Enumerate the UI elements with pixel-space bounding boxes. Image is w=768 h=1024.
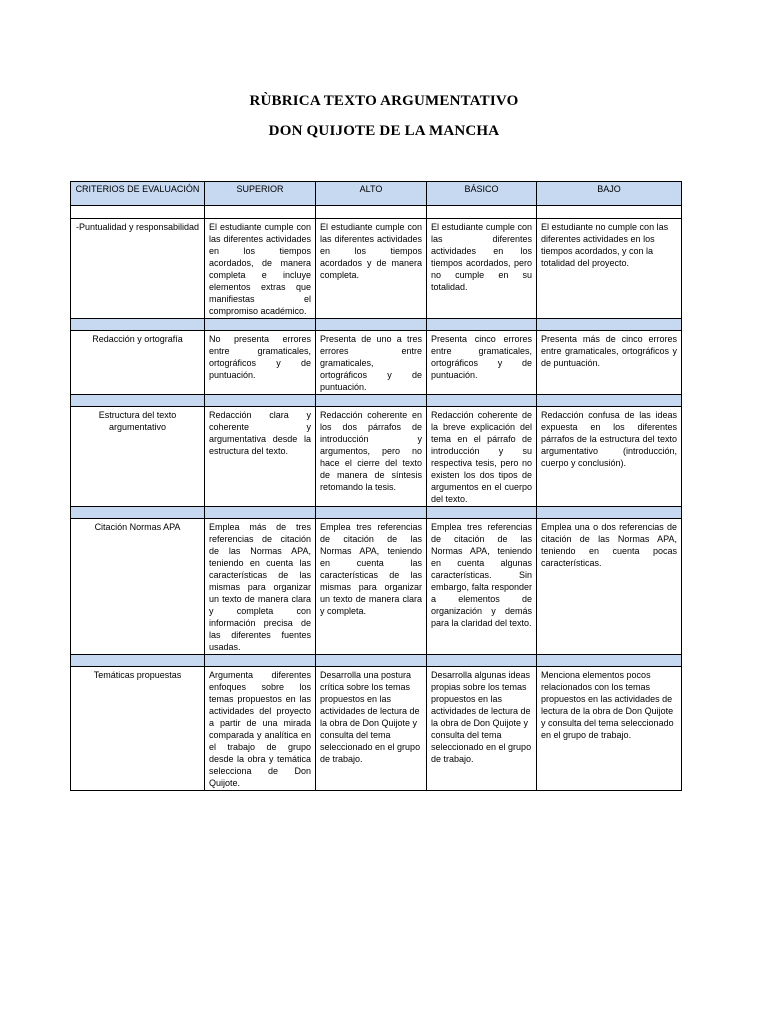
alto-cell: Desarrolla una postura crítica sobre los temas propuestos en las actividades de lectura de la obra de Don Quijote y consulta del tema seleccionado en el grupo de trabajo. (316, 667, 427, 791)
basico-cell: El estudiante cumple con las diferentes actividades en los tiempos acordados, pero no cumple en su totalidad. (427, 219, 537, 319)
basico-cell: Redacción coherente de la breve explicación del tema en el párrafo de introducción y su respectiva tesis, pero no existen los dos tipos de argumentos en el cuerpo del texto. (427, 407, 537, 507)
basico-cell: Emplea tres referencias de citación de las Normas APA, teniendo en cuenta algunas características. Sin embargo, falta responder a elementos de organización y demás para la claridad del texto. (427, 519, 537, 655)
spacer-row (71, 395, 682, 407)
spacer-row (71, 319, 682, 331)
document-subtitle: DON QUIJOTE DE LA MANCHA (268, 123, 500, 139)
criterion-cell: Temáticas propuestas (71, 667, 205, 791)
header-row (71, 182, 682, 206)
criterion-cell: Citación Normas APA (71, 519, 205, 655)
spacer-row (71, 507, 682, 519)
table-row (71, 519, 682, 655)
bajo-cell: El estudiante no cumple con las diferentes actividades en los tiempos acordados, y con la totalidad del proyecto. (537, 219, 682, 319)
table-row (71, 331, 682, 395)
header-criteria: CRITERIOS DE EVALUACIÓN (71, 182, 205, 206)
alto-cell: Redacción coherente en los dos párrafos de introducción y argumentos, pero no hace el cierre del texto de manera de síntesis retomando la tesis. (316, 407, 427, 507)
spacer-row (71, 655, 682, 667)
superior-cell: Redacción clara y coherente y argumentativa desde la estructura del texto. (205, 407, 316, 507)
criterion-cell: -Puntualidad y responsabilidad (71, 219, 205, 319)
bajo-cell: Emplea una o dos referencias de citación de las Normas APA, teniendo en cuenta pocas características. (537, 519, 682, 655)
superior-cell: Emplea más de tres referencias de citación de las Normas APA, teniendo en cuenta las características de las mismas para organizar un texto de manera clara y completa con información precisa de las diferentes fuentes usadas. (205, 519, 316, 655)
header-superior: SUPERIOR (205, 182, 316, 206)
table-row (71, 219, 682, 319)
table-row (71, 407, 682, 507)
table-row (71, 667, 682, 791)
superior-cell: Argumenta diferentes enfoques sobre los temas propuestos en las actividades del proyecto a partir de una mirada comparada y analítica en el trabajo de grupo desde la obra y temática selecciona de Don Quijote. (205, 667, 316, 791)
criterion-cell: Redacción y ortografía (71, 331, 205, 395)
criterion-cell: Estructura del texto argumentativo (71, 407, 205, 507)
rubric-table (70, 181, 682, 791)
basico-cell: Presenta cinco errores entre gramaticales, ortográficos y de puntuación. (427, 331, 537, 395)
bajo-cell: Presenta más de cinco errores entre gramaticales, ortográficos y de puntuación. (537, 331, 682, 395)
document-title: RÙBRICA TEXTO ARGUMENTATIVO (249, 93, 519, 109)
superior-cell: No presenta errores entre gramaticales, ortográficos y de puntuación. (205, 331, 316, 395)
spacer-row (71, 206, 682, 219)
header-alto: ALTO (316, 182, 427, 206)
bajo-cell: Redacción confusa de las ideas expuesta en los diferentes párrafos de la estructura del texto argumentativo (introducción, cuerpo y conclusión). (537, 407, 682, 507)
alto-cell: El estudiante cumple con las diferentes actividades en los tiempos acordados y de manera completa. (316, 219, 427, 319)
alto-cell: Emplea tres referencias de citación de las Normas APA, teniendo en cuenta las características de las mismas para organizar un texto de manera clara y completa. (316, 519, 427, 655)
basico-cell: Desarrolla algunas ideas propias sobre los temas propuestos en las actividades de lectura de la obra de Don Quijote y consulta del tema seleccionado en el grupo de trabajo. (427, 667, 537, 791)
alto-cell: Presenta de uno a tres errores entre gramaticales, ortográficos y de puntuación. (316, 331, 427, 395)
header-bajo: BAJO (537, 182, 682, 206)
header-basico: BÁSICO (427, 182, 537, 206)
bajo-cell: Menciona elementos pocos relacionados con los temas propuestos en las actividades de lectura de la obra de Don Quijote y consulta del tema seleccionado en el grupo de trabajo. (537, 667, 682, 791)
superior-cell: El estudiante cumple con las diferentes actividades en los tiempos acordados, de manera completa e incluye elementos extras que manifiestas el compromiso académico. (205, 219, 316, 319)
